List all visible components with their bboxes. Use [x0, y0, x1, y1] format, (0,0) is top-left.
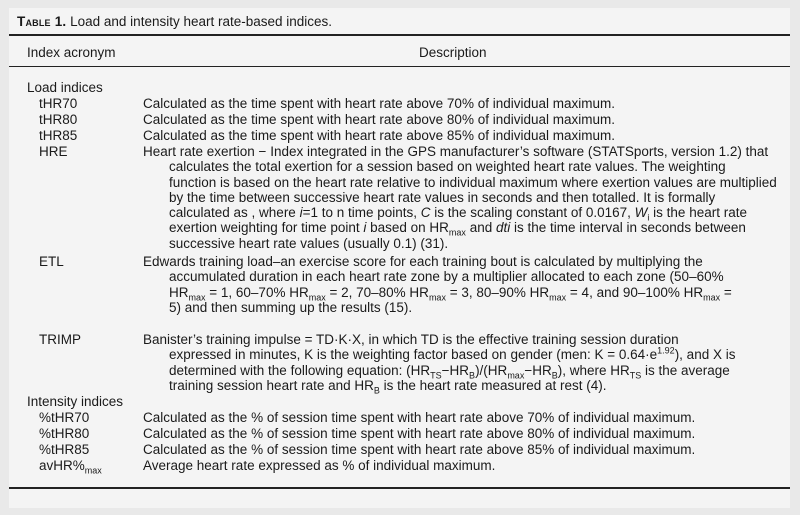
section-load-label: Load indices [27, 80, 103, 95]
row-acronym: TRIMP [39, 332, 81, 347]
desc-line: Banister’s training impulse = TD·K·X, in which TD is the effective training session duration [143, 332, 679, 347]
row-acronym: %tHR80 [39, 426, 90, 441]
row-description [143, 144, 783, 251]
desc-line: accumulated duration in each heart rate zone by a multiplier allocated to each zone (50–60% [169, 269, 724, 285]
header-rule [9, 66, 790, 67]
desc-line: Heart rate exertion − Index integrated in the GPS manufacturer’s software (STATSports, version 1.2) that [143, 144, 769, 159]
row-description: Calculated as the time spent with heart rate above 85% of individual maximum. [143, 128, 615, 143]
row-acronym: tHR70 [39, 96, 78, 111]
row-acronym: tHR80 [39, 112, 78, 127]
row-description: Calculated as the % of session time spent with heart rate above 80% of individual maximum. [143, 426, 696, 441]
row-description: Calculated as the % of session time spent with heart rate above 85% of individual maximum. [143, 442, 696, 457]
header-acronym: Index acronym [27, 45, 116, 60]
header-description: Description [419, 45, 487, 60]
table-caption: Load and intensity heart rate-based indices. [70, 14, 333, 29]
desc-line: calculated as , where i=1 to n time points, C is the scaling constant of 0.0167, $W_i$ is the heart rate [169, 205, 747, 223]
table-page [9, 8, 790, 508]
top-rule [9, 34, 790, 36]
bottom-rule [9, 487, 790, 489]
row-acronym: %tHR70 [39, 410, 90, 425]
desc-line: training session heart rate and $HR_B$ is the heart rate measured at rest (4). [169, 377, 607, 396]
desc-line: 5) and then summing up the results (15). [169, 299, 413, 315]
desc-line: determined with the following equation: $(HR_{TS}-HR_B)/(HR_{max}-HR_B)$, where $HR_{TS}$ is the average [169, 362, 730, 381]
row-description: Calculated as the time spent with heart rate above 70% of individual maximum. [143, 96, 615, 111]
desc-line: successive heart rate values (usually 0.1) (31). [169, 235, 449, 251]
row-description: Calculated as the time spent with heart rate above 80% of individual maximum. [143, 112, 615, 127]
desc-line: by the time between successive heart rate values in seconds and then totalled. It is formally [169, 189, 716, 205]
table-title [17, 13, 332, 31]
desc-line: $HR_{max} = 1$, 60–70% $HR_{max} = 2$, 70–80% $HR_{max} = 3$, 80–90% $HR_{max} = 4$, and 90–100% $HR_{max}$ = [169, 284, 732, 303]
row-acronym: $avHR\%_{max}$ [39, 458, 102, 476]
row-acronym: %tHR85 [39, 442, 90, 457]
section-intensity-label: Intensity indices [27, 394, 124, 409]
row-description [143, 332, 783, 396]
row-description: Average heart rate expressed as % of individual maximum. [143, 458, 496, 473]
desc-line: calculates the total exertion for a session based on weighted heart rate values. The weighting [169, 159, 726, 175]
row-acronym: ETL [39, 254, 64, 269]
desc-line: expressed in minutes, K is the weighting factor based on gender (men: $K = 0.64\cdot e^{1.92}$), and X is [169, 345, 736, 363]
table-label: Table 1. [17, 14, 67, 29]
desc-line: Edwards training load–an exercise score for each training bout is calculated by multiplying the [143, 254, 703, 269]
row-description [143, 254, 783, 315]
row-acronym: tHR85 [39, 128, 78, 143]
row-acronym: HRE [39, 144, 68, 159]
desc-line: function is based on the heart rate relative to individual maximum where exertion values are multiplied [169, 174, 777, 190]
desc-line: exertion weighting for time point i based on $HR_{max}$ and dti is the time interval in seconds between [169, 220, 746, 239]
row-description: Calculated as the % of session time spent with heart rate above 70% of individual maximum. [143, 410, 696, 425]
